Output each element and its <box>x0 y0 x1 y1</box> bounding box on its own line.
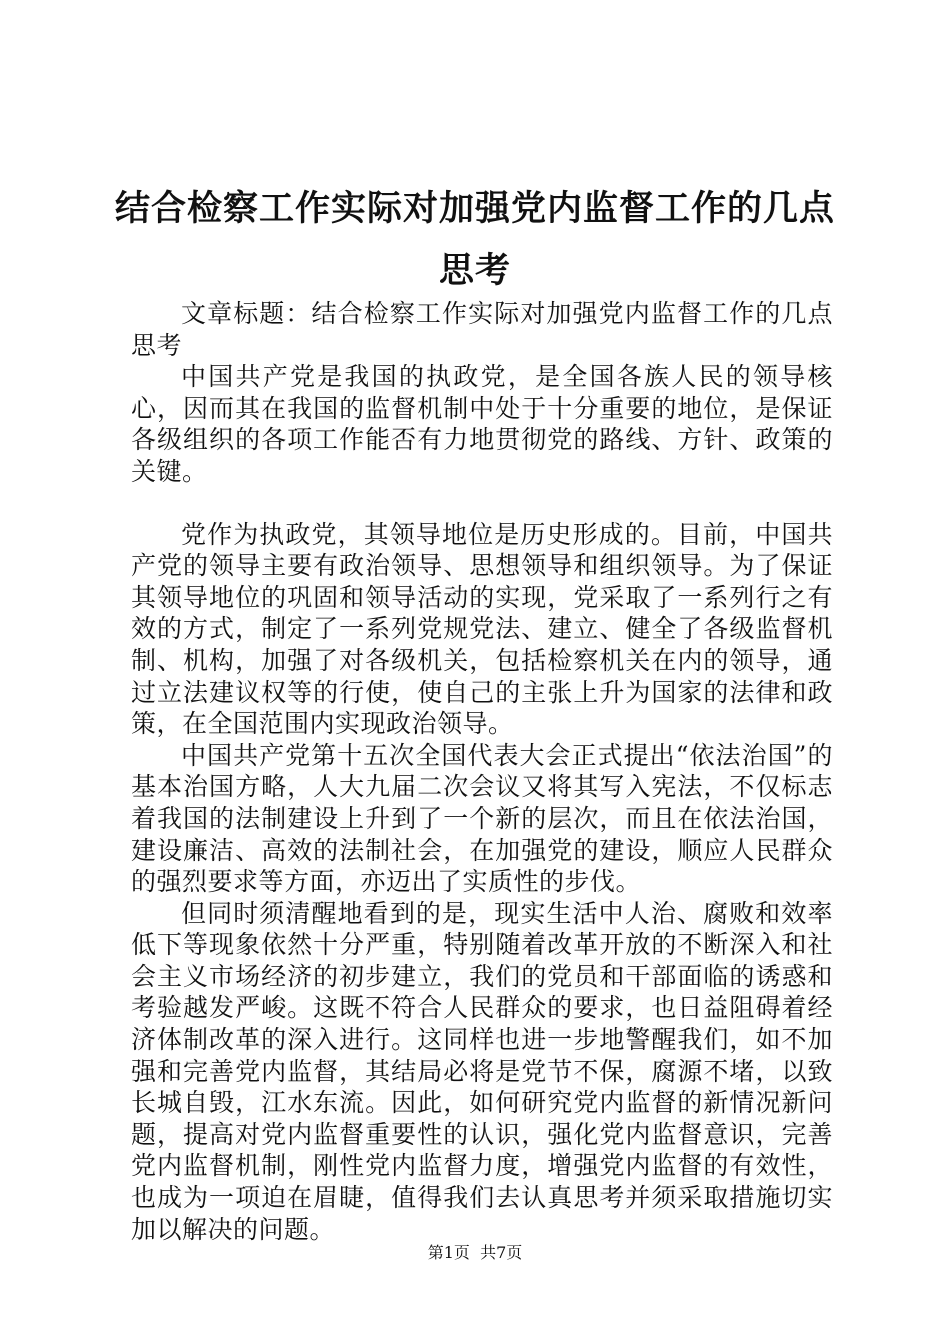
page-footer <box>0 1242 950 1264</box>
paragraph: 但同时须清醒地看到的是，现实生活中人治、腐败和效率低下等现象依然十分严重，特别随着改革开放的不断深入和社会主义市场经济的初步建立，我们的党员和干部面临的诱惑和考验越发严峻。这既不符合人民群众的要求，也日益阻碍着经济体制改革的深入进行。这同样也进一步地警醒我们，如不加强和完善党内监督，其结局必将是党节不保，腐源不堵，以致长城自毁，江水东流。因此，如何研究党内监督的新情况新问题，提高对党内监督重要性的认识，强化党内监督意识，完善党内监督机制，刚性党内监督力度，增强党内监督的有效性，也成为一项迫在眉睫，值得我们去认真思考并须采取措施切实加以解决的问题。 <box>131 898 833 1244</box>
paragraph: 中国共产党第十五次全国代表大会正式提出“依法治国”的基本治国方略，人大九届二次会议又将其写入宪法，不仅标志着我国的法制建设上升到了一个新的层次，而且在依法治国，建设廉洁、高效的法制社会，在加强党的建设，顺应人民群众的强烈要求等方面，亦迈出了实质性的步伐。 <box>131 740 833 897</box>
page-number: 第1页 共7页 <box>427 1243 523 1262</box>
paragraph: 中国共产党是我国的执政党，是全国各族人民的领导核心，因而其在我国的监督机制中处于十分重要的地位，是保证各级组织的各项工作能否有力地贯彻党的路线、方针、政策的关键。 <box>131 362 833 486</box>
article-title-line: 文章标题：结合检察工作实际对加强党内监督工作的几点思考 <box>131 299 833 360</box>
document-body <box>131 298 833 1245</box>
paragraph: 党作为执政党，其领导地位是历史形成的。目前，中国共产党的领导主要有政治领导、思想领导和组织领导。为了保证其领导地位的巩固和领导活动的实现，党采取了一系列行之有效的方式，制定了一系列党规党法、建立、健全了各级监督机制、机构，加强了对各级机关，包括检察机关在内的领导，通过立法建议权等的行使，使自己的主张上升为国家的法律和政策，在全国范围内实现政治领导。 <box>131 519 833 739</box>
document-title: 结合检察工作实际对加强党内监督工作的几点思考 <box>114 188 835 291</box>
